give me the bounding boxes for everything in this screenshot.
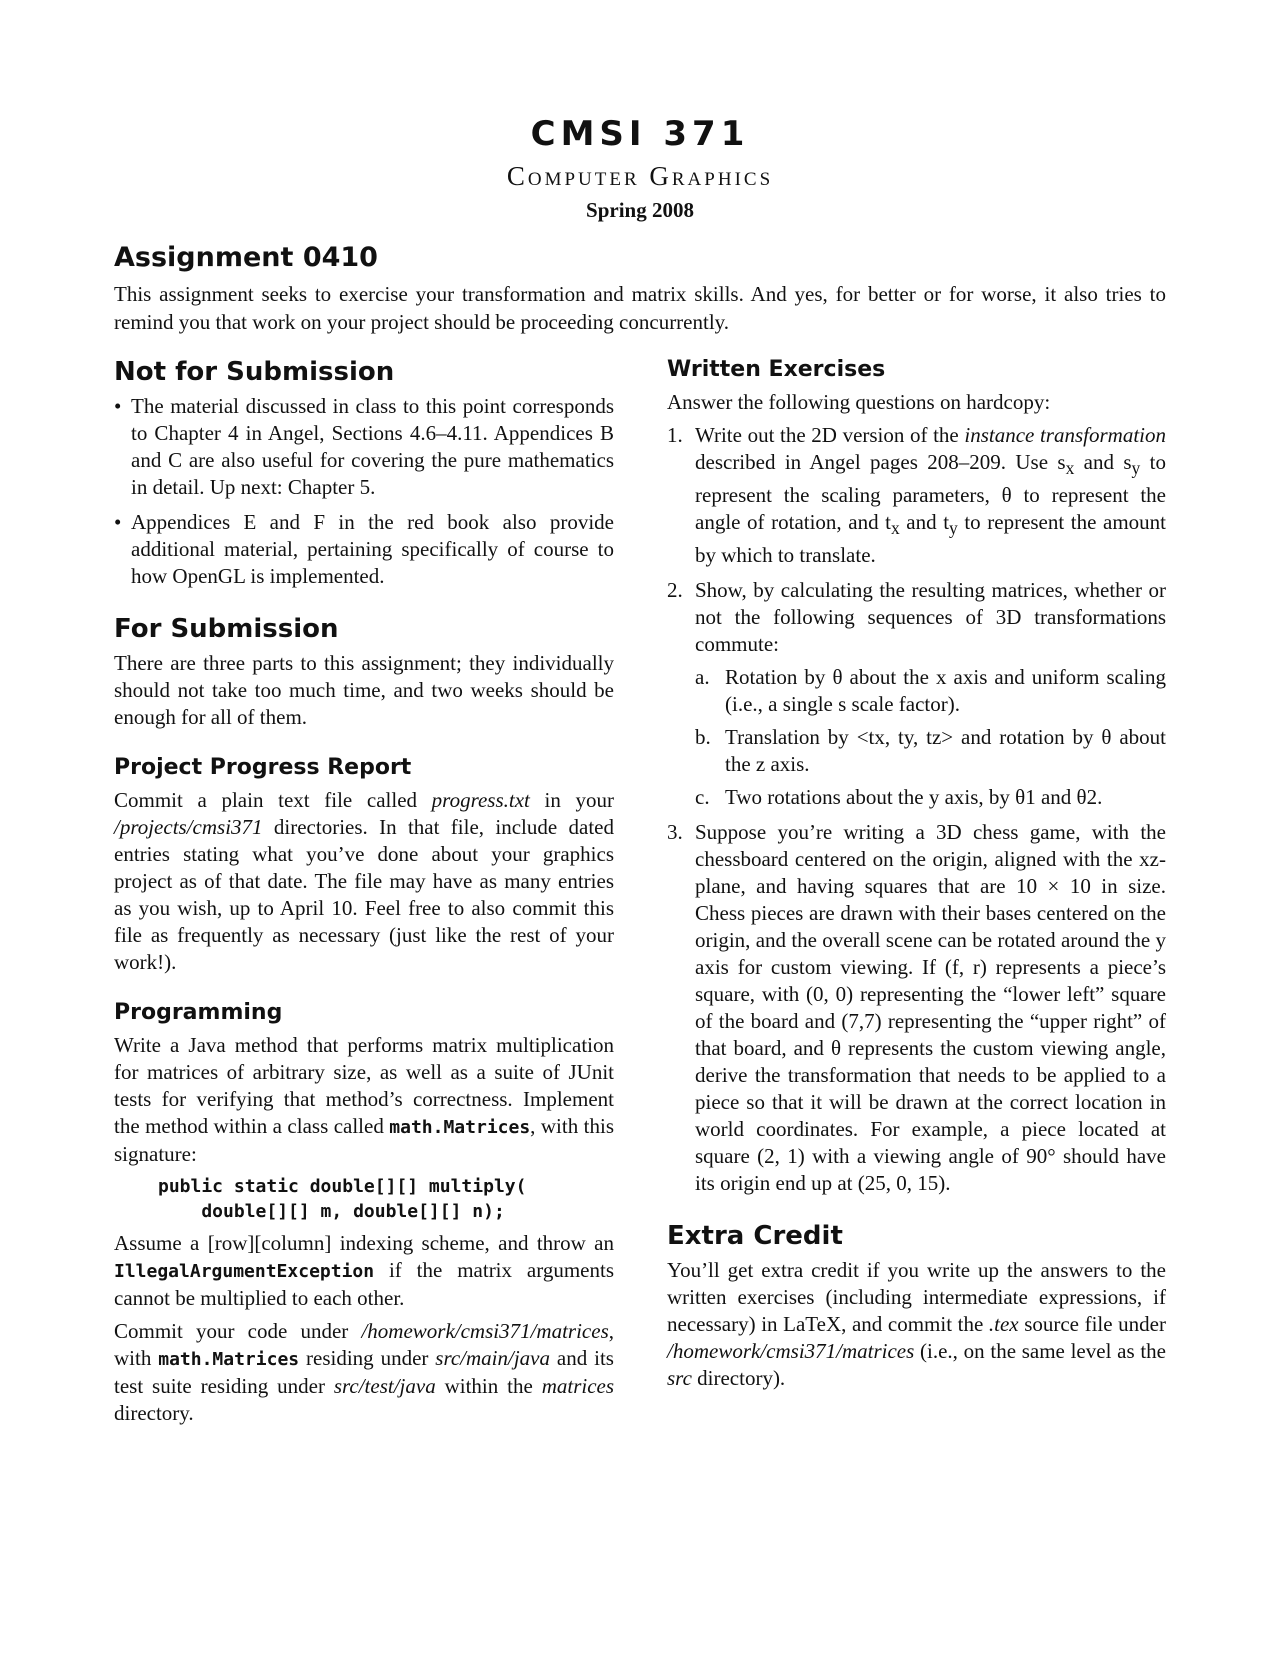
signature-line: public static double[][] multiply( <box>158 1176 527 1197</box>
programming-section <box>114 998 614 1427</box>
item-letter: c. <box>695 785 710 810</box>
right-column <box>667 355 1166 1414</box>
written-exercises-section <box>667 355 1166 1197</box>
text-run: (i.e., on the same level as the <box>914 1339 1166 1364</box>
programming-heading: Programming <box>114 1000 283 1025</box>
directory-path: src/test/java <box>333 1374 436 1398</box>
item-letter: a. <box>695 665 710 690</box>
directory-path: /projects/cmsi371 <box>114 815 263 839</box>
item-text: Suppose you’re writing a 3D chess game, with the chessboard centered on the origin, aligned with the xz-plane, and having squares that are 10 × 10 in size. Chess pieces are drawn with their bases centered on the origin, and the overall scene can be rotated around the y axis for custom viewing. If (f, r) represents a piece’s square, with (0, 0) representing the “lower left” square of the board and (7,7) representing the “upper right” of that board, and θ represents the custom viewing angle, derive the transformation that needs to be applied to a piece so that it will be drawn at the correct location in world coordinates. For example, a piece located at square (2, 1) with a viewing angle of 90° should have its origin end up at (25, 0, 15). <box>695 820 1166 1196</box>
text-run: You’ll get extra credit if you write up the answers to the written exercises (including intermediate expressions, if necessary) in LaTeX, and commit the <box>667 1258 1166 1337</box>
not-for-submission-list <box>114 393 614 590</box>
sub-item-a <box>695 664 1166 718</box>
exercise-item-1 <box>667 422 1166 569</box>
programming-paragraph-3 <box>114 1318 614 1427</box>
item-text: Rotation by θ about the x axis and uniform scaling (i.e., a single s scale factor). <box>725 665 1166 717</box>
assignment-title: Assignment 0410 <box>114 242 378 273</box>
item-number: 1. <box>667 423 683 447</box>
text-run: directory). <box>691 1366 786 1391</box>
programming-paragraph-2 <box>114 1230 614 1312</box>
list-item-text: Appendices E and F in the red book also provide additional material, pertaining specifically of course to how OpenGL is implemented. <box>131 510 614 588</box>
for-submission-section <box>114 612 614 731</box>
subscript: x <box>1065 458 1075 479</box>
list-item-text: The material discussed in class to this point corresponds to Chapter 4 in Angel, Sections 4.6–4.11. Appendices B and C are also useful for covering the pure mathematics in detail. Up next: Chapter 5. <box>131 394 614 499</box>
text-run: source file under <box>1018 1312 1166 1337</box>
text-run: described in Angel pages 208–209. Use s <box>695 450 1066 474</box>
directory-path: matrices <box>541 1374 615 1398</box>
text-run: within the <box>435 1374 542 1398</box>
course-code: CMSI 371 <box>530 114 750 154</box>
list-item <box>114 393 614 501</box>
subscript: y <box>949 518 958 539</box>
text-run: and t <box>899 510 950 535</box>
term: instance transformation <box>964 423 1166 447</box>
item-text: Two rotations about the y axis, by θ1 and θ2. <box>725 785 1103 810</box>
list-item <box>114 509 614 590</box>
directory-path: src/main/java <box>435 1346 551 1370</box>
progress-report-heading: Project Progress Report <box>114 755 412 780</box>
programming-paragraph-1 <box>114 1032 614 1168</box>
exercise-item-2 <box>667 577 1166 811</box>
directory-path: /homework/cmsi371/matrices <box>361 1319 609 1343</box>
for-submission-text: There are three parts to this assignment; they individually should not take too much time, and two weeks should be enough for all of them. <box>114 651 614 729</box>
term: Spring 2008 <box>586 198 694 222</box>
text-run: and its test suite residing under <box>114 1346 614 1398</box>
text-run: Commit your code under <box>114 1319 362 1343</box>
file-name: progress.txt <box>431 788 530 812</box>
text-run: in your <box>529 788 615 812</box>
text-run: to represent the amount by which to translate. <box>695 510 1166 568</box>
class-name-code: math.Matrices <box>389 1117 531 1138</box>
text-run: Assume a [row][column] indexing scheme, and throw an <box>114 1231 614 1255</box>
extra-credit-heading: Extra Credit <box>667 1221 843 1252</box>
course-name: Computer Graphics <box>506 161 774 191</box>
text-run: , with <box>114 1319 614 1370</box>
left-column <box>114 355 614 1449</box>
subscript: y <box>1131 458 1141 479</box>
class-name-code: math.Matrices <box>158 1349 300 1370</box>
progress-report-section <box>114 753 614 976</box>
method-signature <box>158 1174 614 1224</box>
subscript: x <box>890 518 900 539</box>
text-run: directories. In that file, include dated entries stating what you’ve done about your graphics project as of that date. The file may have as many entries as you wish, up to April 10. Feel free to also commit this file as frequently as necessary (just like the rest of your work!). <box>114 815 614 974</box>
item-number: 3. <box>667 820 683 845</box>
item-text: Translation by <tx, ty, tz> and rotation by θ about the z axis. <box>725 725 1166 777</box>
directory-path: /homework/cmsi371/matrices <box>667 1339 915 1364</box>
written-exercises-heading: Written Exercises <box>667 357 886 382</box>
sub-exercise-list <box>695 664 1166 811</box>
text-run: Write a Java method that performs matrix multiplication for matrices of arbitrary size, as well as a suite of JUnit tests for verifying that method’s correctness. Implement the method within a class called <box>114 1033 614 1138</box>
text-run: Write out the 2D version of the <box>695 423 965 447</box>
text-run: if the matrix arguments cannot be multiplied to each other. <box>114 1258 614 1310</box>
exercise-item-3 <box>667 819 1166 1197</box>
sub-item-b <box>695 724 1166 778</box>
directory-name: src <box>667 1366 692 1391</box>
progress-report-text <box>114 787 614 976</box>
item-number: 2. <box>667 578 683 603</box>
text-run: and s <box>1074 450 1132 474</box>
bullet-icon: • <box>114 394 122 418</box>
course-header <box>0 112 1280 224</box>
extra-credit-text <box>667 1257 1166 1392</box>
text-run: , with this signature: <box>114 1114 614 1166</box>
item-text: Show, by calculating the resulting matrices, whether or not the following sequences of 3D transformations commute: <box>695 578 1166 657</box>
text-run: residing under <box>299 1346 436 1370</box>
not-for-submission-heading: Not for Submission <box>114 357 395 387</box>
assignment-section <box>114 240 1166 336</box>
extra-credit-section <box>667 1219 1166 1392</box>
bullet-icon: • <box>114 510 122 534</box>
not-for-submission-section <box>114 355 614 590</box>
for-submission-heading: For Submission <box>114 614 339 644</box>
file-extension: .tex <box>988 1312 1019 1337</box>
signature-line: double[][] m, double[][] n); <box>158 1201 505 1222</box>
item-letter: b. <box>695 725 711 750</box>
exercise-list <box>667 422 1166 1197</box>
assignment-intro: This assignment seeks to exercise your transformation and matrix skills. And yes, for better or for worse, it also tries to remind you that work on your project should be proceeding concurrently. <box>114 282 1166 334</box>
text-run: Commit a plain text file called <box>114 788 432 812</box>
text-run: directory. <box>114 1401 194 1425</box>
written-exercises-intro: Answer the following questions on hardcopy: <box>667 390 1051 414</box>
sub-item-c <box>695 784 1166 811</box>
exception-code: IllegalArgumentException <box>114 1261 375 1282</box>
text-run: to represent the scaling parameters, θ to represent the angle of rotation, and t <box>695 450 1166 535</box>
